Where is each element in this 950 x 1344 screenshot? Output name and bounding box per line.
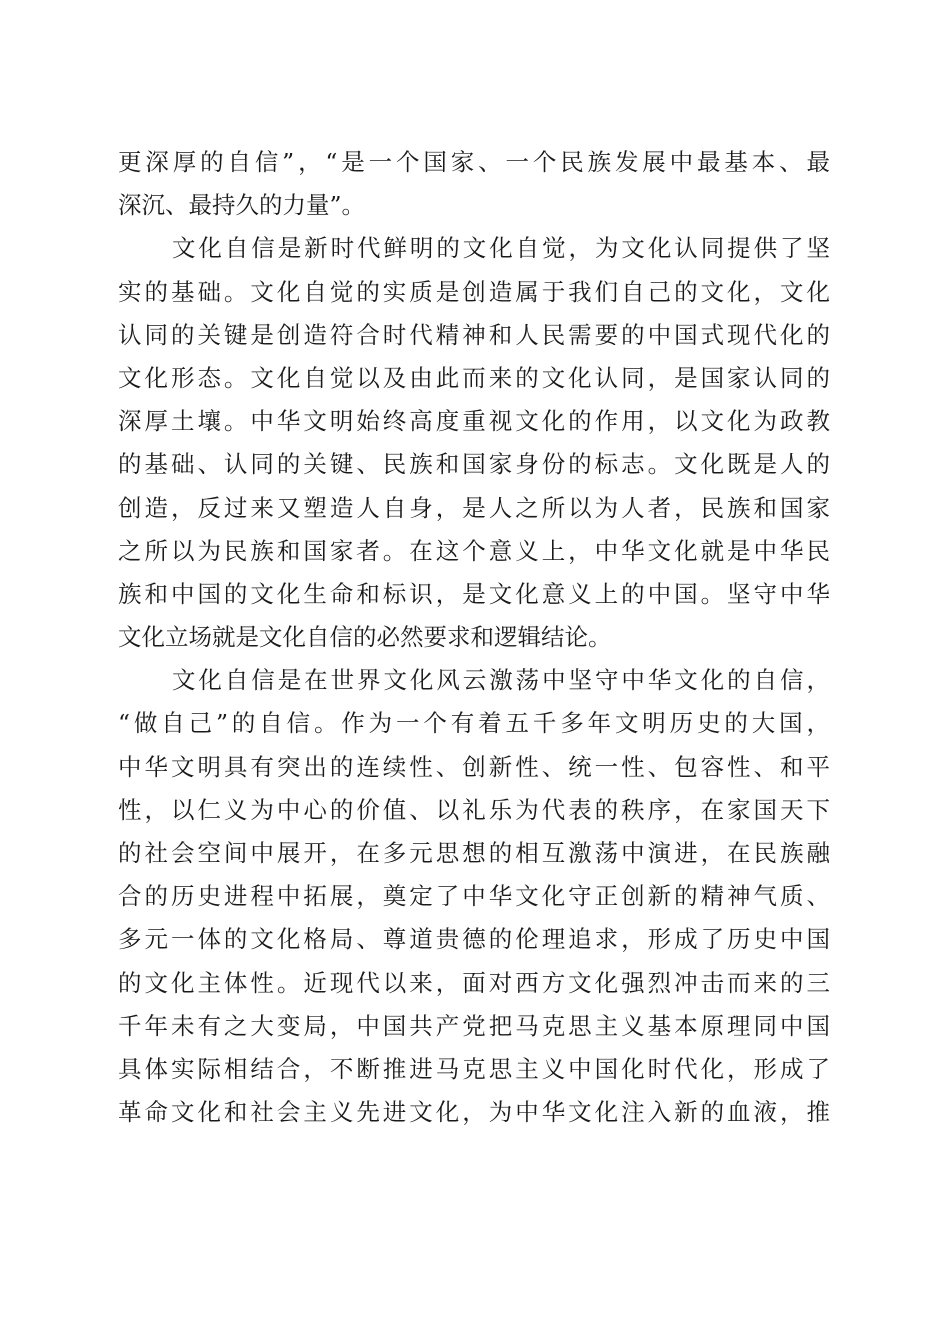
text-line: 革命文化和社会主义先进文化，为中华文化注入新的血液，推 <box>118 1098 830 1127</box>
text-line: 的社会空间中展开，在多元思想的相互激荡中演进，在民族融 <box>118 839 830 867</box>
text-line: 性，以仁义为中心的价值、以礼乐为代表的秩序，在家国天下 <box>118 795 830 824</box>
text-line: 文化立场就是文化自信的必然要求和逻辑结论。 <box>118 623 612 652</box>
text-line: 多元一体的文化格局、尊道贵德的伦理追求，形成了历史中国 <box>118 925 830 954</box>
text-line: 族和中国的文化生命和标识，是文化意义上的中国。坚守中华 <box>118 579 830 608</box>
text-line: 深厚土壤。中华文明始终高度重视文化的作用，以文化为政教 <box>118 407 830 436</box>
text-line: 文化自信是在世界文化风云激荡中坚守中华文化的自信， <box>172 666 830 695</box>
text-line: 具体实际相结合，不断推进马克思主义中国化时代化，形成了 <box>118 1054 830 1083</box>
text-line: 认同的关键是创造符合时代精神和人民需要的中国式现代化的 <box>118 320 830 349</box>
text-line: 文化形态。文化自觉以及由此而来的文化认同，是国家认同的 <box>118 363 830 392</box>
text-line: 的基础、认同的关键、民族和国家身份的标志。文化既是人的 <box>118 450 830 479</box>
text-line: “做自己”的自信。作为一个有着五千多年文明历史的大国， <box>118 709 830 738</box>
text-line: 创造，反过来又塑造人自身，是人之所以为人者，民族和国家 <box>118 493 830 522</box>
text-line: 文化自信是新时代鲜明的文化自觉，为文化认同提供了坚 <box>172 234 830 263</box>
text-line: 合的历史进程中拓展，奠定了中华文化守正创新的精神气质、 <box>118 882 830 911</box>
text-line: 千年未有之大变局，中国共产党把马克思主义基本原理同中国 <box>118 1011 830 1040</box>
text-line: 的文化主体性。近现代以来，面对西方文化强烈冲击而来的三 <box>118 968 830 997</box>
text-line: 中华文明具有突出的连续性、创新性、统一性、包容性、和平 <box>118 752 830 781</box>
text-line: 更深厚的自信”，“是一个国家、一个民族发展中最基本、最 <box>118 148 830 176</box>
text-line: 之所以为民族和国家者。在这个意义上，中华文化就是中华民 <box>118 536 830 565</box>
text-line: 实的基础。文化自觉的实质是创造属于我们自己的文化，文化 <box>118 277 830 306</box>
text-line: 深沉、最持久的力量”。 <box>118 191 366 220</box>
body-text <box>118 141 830 1134</box>
